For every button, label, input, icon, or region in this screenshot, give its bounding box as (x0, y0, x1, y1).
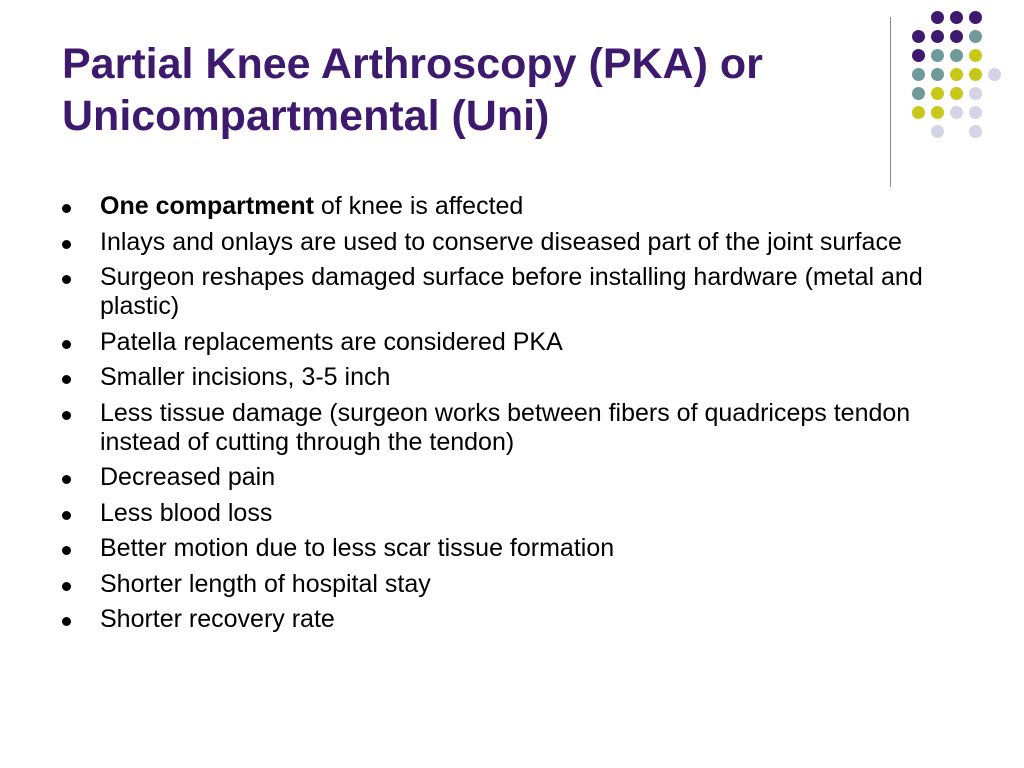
bullet-item (62, 328, 982, 357)
bullet-body-text: of knee is affected (313, 192, 524, 220)
slide-title-line-1: Partial Knee Arthroscopy (PKA) or (62, 40, 763, 88)
decorative-dot-icon (969, 125, 982, 138)
decorative-dot-icon (912, 68, 925, 81)
bullet-text (100, 192, 523, 220)
decorative-dot-icon (969, 30, 982, 43)
bullet-dot-icon (62, 375, 71, 384)
decorative-dot-icon (950, 30, 963, 43)
bullet-list (62, 192, 982, 641)
decorative-dot-icon (912, 30, 925, 43)
bullet-item (62, 534, 982, 563)
decorative-dot-icon (912, 106, 925, 119)
decorative-dot-icon (969, 49, 982, 62)
bullet-body-text: Smaller incisions, 3-5 inch (100, 363, 391, 391)
decorative-dot-icon (950, 11, 963, 24)
decorative-dot-icon (969, 106, 982, 119)
bullet-dot-icon (62, 511, 71, 520)
decorative-dot-icon (950, 68, 963, 81)
bullet-text (100, 263, 923, 320)
decorative-dot-icon (988, 68, 1001, 81)
bullet-body-text: Better motion due to less scar tissue formation (100, 534, 615, 562)
bullet-dot-icon (62, 617, 71, 626)
decorative-dot-icon (931, 11, 944, 24)
bullet-item (62, 228, 982, 257)
decorative-dot-icon (931, 106, 944, 119)
decorative-dot-icon (969, 87, 982, 100)
decorative-dot-icon (950, 49, 963, 62)
bullet-text (100, 228, 902, 256)
decorative-dot-icon (950, 106, 963, 119)
decorative-dot-icon (931, 125, 944, 138)
bullet-item (62, 192, 982, 221)
bullet-text (100, 534, 614, 562)
slide-title (62, 38, 882, 142)
decorative-dot-icon (931, 87, 944, 100)
bullet-text (100, 463, 275, 491)
bullet-dot-icon (62, 546, 71, 555)
bullet-body-text: Decreased pain (100, 463, 276, 491)
bullet-dot-icon (62, 411, 71, 420)
bullet-dot-icon (62, 204, 71, 213)
bullet-text (100, 363, 390, 391)
bullet-dot-icon (62, 582, 71, 591)
bullet-dot-icon (62, 275, 71, 284)
decorative-dot-icon (931, 30, 944, 43)
bullet-text (100, 499, 272, 527)
bullet-text (100, 605, 335, 633)
bullet-item (62, 263, 982, 321)
bullet-item (62, 399, 982, 457)
bullet-body-text: Shorter length of hospital stay (100, 569, 431, 598)
decorative-dot-icon (950, 87, 963, 100)
bullet-body-text: Surgeon reshapes damaged surface before installing hardware (metal and plastic) (100, 263, 923, 320)
bullet-body-text: Patella replacements are considered PKA (100, 327, 563, 356)
decorative-dot-icon (912, 49, 925, 62)
bullet-body-text: Less tissue damage (surgeon works between fibers of quadriceps tendon instead of cutting through the tendon) (100, 398, 911, 456)
bullet-dot-icon (62, 475, 71, 484)
bullet-dot-icon (62, 340, 71, 349)
decorative-dot-icon (912, 87, 925, 100)
bullet-item (62, 363, 982, 392)
slide-title-line-2: Unicompartmental (Uni) (62, 92, 550, 140)
bullet-text (100, 570, 431, 598)
bullet-item (62, 463, 982, 492)
decorative-dot-icon (931, 49, 944, 62)
bullet-bold-text: One compartment (100, 192, 314, 220)
bullet-item (62, 499, 982, 528)
bullet-text (100, 328, 563, 356)
bullet-body-text: Less blood loss (100, 498, 273, 527)
decorative-dot-icon (969, 11, 982, 24)
bullet-body-text: Shorter recovery rate (100, 605, 335, 633)
bullet-item (62, 570, 982, 599)
bullet-text (100, 399, 910, 456)
decorative-dot-icon (931, 68, 944, 81)
title-divider-line (890, 17, 891, 187)
bullet-dot-icon (62, 240, 71, 249)
decorative-dot-icon (969, 68, 982, 81)
bullet-body-text: Inlays and onlays are used to conserve diseased part of the joint surface (100, 227, 902, 256)
bullet-item (62, 605, 982, 634)
